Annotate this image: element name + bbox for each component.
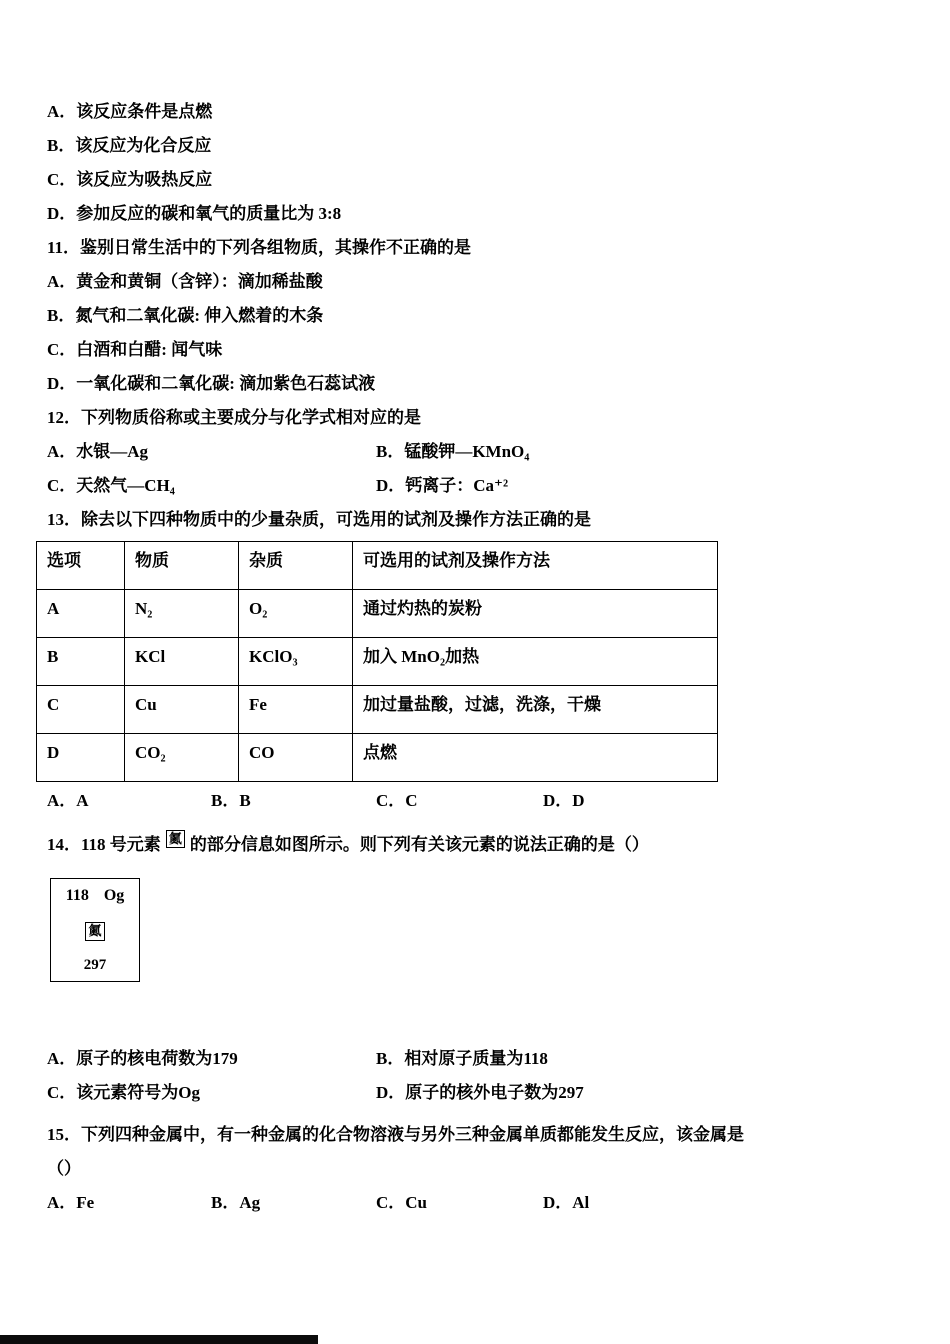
header-substance: 物质 bbox=[125, 542, 239, 590]
q12-option-d: D．钙离子：Ca⁺² bbox=[376, 476, 509, 495]
table-row bbox=[37, 734, 718, 782]
cell-substance: N₂ bbox=[125, 590, 239, 638]
element-118-glyph-inline: 鿫 bbox=[166, 830, 185, 848]
element-name-glyph-wrap bbox=[85, 921, 104, 940]
q14-options-row-1 bbox=[47, 1042, 910, 1076]
q15-options-row bbox=[47, 1186, 910, 1220]
table-row bbox=[37, 590, 718, 638]
q12-options-row-2 bbox=[47, 469, 910, 503]
element-relative-mass: 297 bbox=[83, 957, 107, 973]
table-row bbox=[37, 686, 718, 734]
q13-purification-table bbox=[36, 541, 718, 782]
header-option: 选项 bbox=[37, 542, 125, 590]
q15-option-a: A．Fe bbox=[47, 1193, 95, 1212]
q13-answer-d: D．D bbox=[543, 791, 585, 810]
q10-option-c: C．该反应为吸热反应 bbox=[47, 170, 213, 189]
cell-substance: KCl bbox=[125, 638, 239, 686]
q11-option-b: B．氮气和二氧化碳: 伸入燃着的木条 bbox=[47, 306, 324, 325]
cell-substance: CO₂ bbox=[125, 734, 239, 782]
q13-answer-c: C．C bbox=[376, 791, 418, 810]
scan-artifact-bar bbox=[0, 1335, 318, 1344]
element-symbol: Og bbox=[103, 887, 125, 904]
q15-option-c: C．Cu bbox=[376, 1193, 428, 1212]
element-atomic-number: 118 bbox=[65, 887, 89, 904]
q11-option-a: A．黄金和黄铜（含锌）：滴加稀盐酸 bbox=[47, 272, 323, 291]
cell-impurity: KClO₃ bbox=[239, 638, 353, 686]
q12-stem: 12．下列物质俗称或主要成分与化学式相对应的是 bbox=[47, 408, 421, 427]
cell-option: B bbox=[37, 638, 125, 686]
cell-substance: Cu bbox=[125, 686, 239, 734]
q11-stem: 11．鉴别日常生活中的下列各组物质，其操作不正确的是 bbox=[47, 238, 472, 257]
q10-option-a: A．该反应条件是点燃 bbox=[47, 102, 213, 121]
header-method: 可选用的试剂及操作方法 bbox=[353, 542, 718, 590]
q15-option-d: D．Al bbox=[543, 1193, 590, 1212]
q13-answers-row bbox=[47, 784, 910, 818]
q14-option-c: C．该元素符号为Og bbox=[47, 1083, 200, 1102]
cell-method: 加过量盐酸，过滤，洗涤，干燥 bbox=[353, 686, 718, 734]
cell-option: C bbox=[37, 686, 125, 734]
cell-method: 加入 MnO₂加热 bbox=[353, 638, 718, 686]
q11-option-c: C．白酒和白醋: 闻气味 bbox=[47, 340, 223, 359]
element-name-glyph: 鿫 bbox=[85, 922, 104, 940]
q14-options-row-2 bbox=[47, 1076, 910, 1110]
q14-option-a: A．原子的核电荷数为179 bbox=[47, 1049, 238, 1068]
q13-answer-b: B．B bbox=[211, 791, 251, 810]
cell-method: 通过灼热的炭粉 bbox=[353, 590, 718, 638]
q15-option-b: B．Ag bbox=[211, 1193, 261, 1212]
q15-stem-line-2: （） bbox=[47, 1159, 81, 1178]
element-info-box bbox=[50, 878, 140, 982]
q12-option-a: A．水银—Ag bbox=[47, 442, 149, 461]
cell-option: A bbox=[37, 590, 125, 638]
cell-impurity: CO bbox=[239, 734, 353, 782]
q10-option-b: B．该反应为化合反应 bbox=[47, 136, 212, 155]
q15-stem-line-1: 15．下列四种金属中，有一种金属的化合物溶液与另外三种金属单质都能发生反应，该金属是 bbox=[47, 1125, 744, 1144]
q13-stem: 13．除去以下四种物质中的少量杂质，可选用的试剂及操作方法正确的是 bbox=[47, 510, 591, 529]
q14-option-b: B．相对原子质量为118 bbox=[376, 1049, 548, 1068]
q10-option-d: D．参加反应的碳和氧气的质量比为 3:8 bbox=[47, 204, 342, 223]
q14-stem-prefix: 14．118 号元素 bbox=[47, 835, 161, 854]
q14-option-d: D．原子的核外电子数为297 bbox=[376, 1083, 584, 1102]
q11-option-d: D．一氧化碳和二氧化碳: 滴加紫色石蕊试液 bbox=[47, 374, 376, 393]
table-header-row bbox=[37, 542, 718, 590]
cell-method: 点燃 bbox=[353, 734, 718, 782]
cell-option: D bbox=[37, 734, 125, 782]
q12-options-row-1 bbox=[47, 435, 910, 469]
cell-impurity: Fe bbox=[239, 686, 353, 734]
element-box-top-row bbox=[66, 888, 125, 904]
q14-stem-suffix: 的部分信息如图所示。则下列有关该元素的说法正确的是（） bbox=[189, 835, 649, 854]
table-row bbox=[37, 638, 718, 686]
header-impurity: 杂质 bbox=[239, 542, 353, 590]
cell-impurity: O₂ bbox=[239, 590, 353, 638]
q13-answer-a: A．A bbox=[47, 791, 89, 810]
q12-option-c: C．天然气—CH₄ bbox=[47, 476, 175, 495]
q12-option-b: B．锰酸钾—KMnO₄ bbox=[376, 442, 530, 461]
q14-stem bbox=[47, 828, 910, 862]
